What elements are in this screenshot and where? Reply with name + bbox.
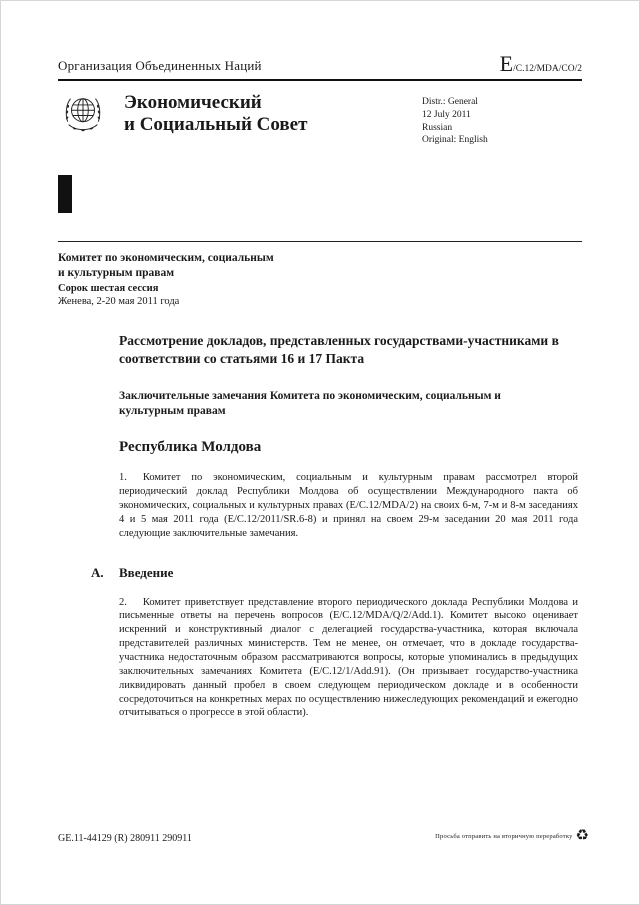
paragraph-1-number: 1. (119, 472, 127, 484)
paragraph-2-text: Комитет приветствует представление второго периодического доклада Республики Молдова и письменные ответы на перечень вопросов (E/C.12/MDA/Q/2/Add.1). Комитет высоко оценивает искренний и конструктивный диалог с делегацией государства-участника, которая включала представителей различных министерств. Тем не менее, он отмечает, что в докладе государства-участника недостаточным образом рассматриваются вопросы, которые упоминались в предыдущих заключительных замечаниях Комитета (E/C.12/1/Add.91). (Он призывает государство-участника ликвидировать данный пробел в своем следующем периодическом докладе и в особенности сосредоточиться на конкретных мерах по осуществлению нижеследующих рекомендаций и ежегодно отчитываться о прогрессе в этой области). (119, 596, 578, 719)
document-body (91, 332, 578, 720)
distribution-info (422, 90, 582, 147)
council-title-line1: Экономический (124, 92, 262, 113)
document-symbol (500, 53, 582, 77)
committee-name-line2: и культурным правам (58, 266, 175, 279)
language-line: Russian (422, 122, 453, 133)
section-a-title: Введение (119, 564, 174, 580)
session-number: Сорок шестая сессия (58, 283, 159, 294)
distr-line: Distr.: General (422, 97, 478, 107)
page-footer (58, 829, 589, 844)
document-title: Рассмотрение докладов, представленных государствами-участниками в соответствии со статьями 16 и 17 Пакта (119, 333, 559, 366)
un-org-name: Организация Объединенных Наций (58, 58, 262, 73)
session-block (58, 251, 582, 308)
council-title-line2: и Социальный Совет (124, 114, 308, 136)
original-language-line: Original: English (422, 135, 488, 146)
paragraph-1-text: Комитет по экономическим, социальным и культурным правам рассмотрел второй периодический доклад Республики Молдова об осуществлении Международного пакта об экономических, социальных и культурных правах (E/C.12/MDA/2) на своих 6-м, 7-м и 8-м заседаниях 4 и 5 мая 2011 года (E/C.12/2011/SR.6-8) и принял на своем 29-м заседании 20 мая 2011 года следующие заключительные замечания. (119, 472, 578, 539)
banner (58, 90, 582, 147)
recycle-icon: ♻ (575, 828, 589, 844)
document-symbol-prefix: E (499, 51, 514, 76)
committee-name-line1: Комитет по экономическим, социальным (58, 252, 274, 265)
masthead (58, 53, 582, 77)
footer-reference-number: GE.11-44129 (R) 280911 290911 (58, 833, 192, 844)
document-symbol-suffix: /C.12/MDA/CO/2 (513, 64, 582, 74)
barcode-redaction-block (58, 175, 72, 213)
masthead-rule (58, 79, 582, 81)
recycle-note (435, 829, 589, 844)
council-title (116, 90, 422, 147)
paragraph-1 (119, 471, 578, 540)
section-a-heading (91, 564, 578, 581)
paragraph-2-number: 2. (119, 596, 127, 608)
section-divider-rule (58, 241, 582, 242)
recycle-note-text: Просьба отправить на вторичную переработку (435, 833, 573, 840)
section-a-letter: A. (91, 564, 104, 580)
date-line: 12 July 2011 (422, 109, 471, 120)
un-emblem-icon (58, 90, 116, 147)
paragraph-2 (119, 596, 578, 721)
session-venue-dates: Женева, 2-20 мая 2011 года (58, 296, 180, 308)
document-subtitle: Заключительные замечания Комитета по экономическим, социальным и культурным правам (119, 390, 501, 418)
country-heading: Республика Молдова (119, 439, 262, 456)
